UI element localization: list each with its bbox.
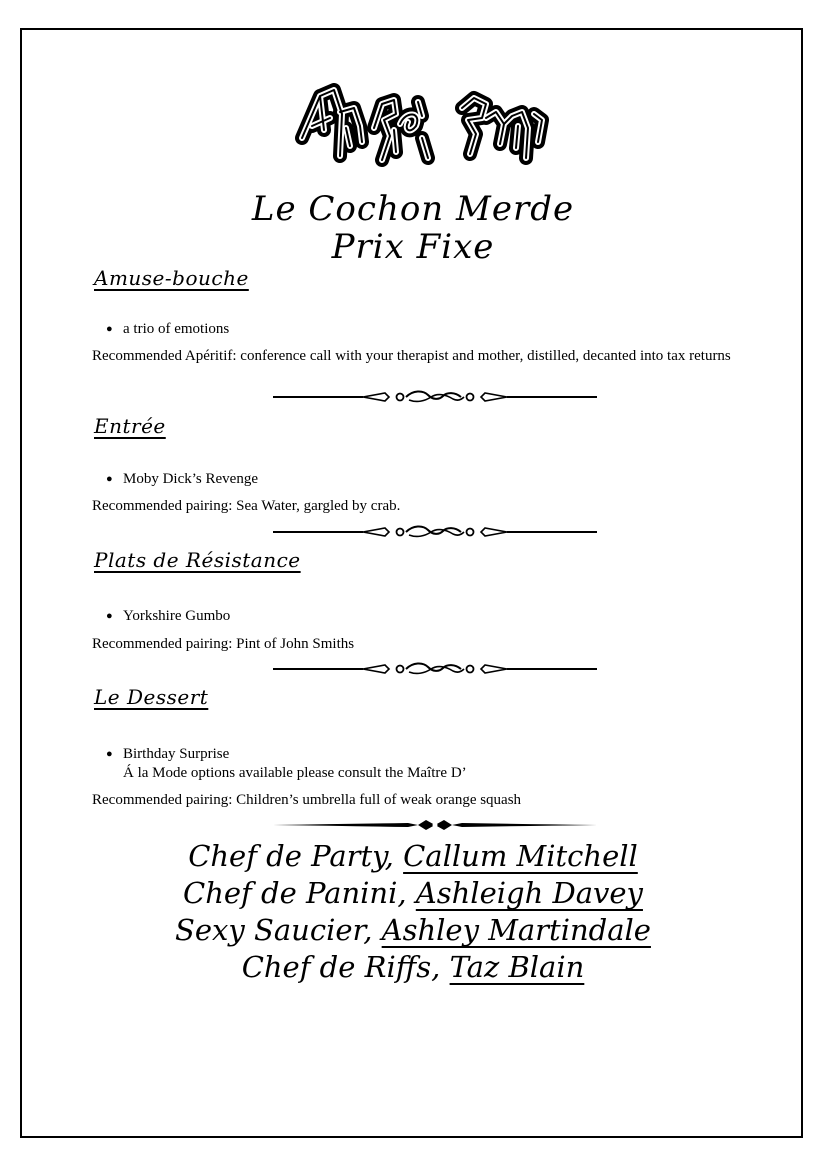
credit-name: Ashley Martindale [381,913,651,947]
menu-subtitle: Prix Fixe [331,227,495,267]
credit-name: Callum Mitchell [403,839,638,873]
bullet-icon: ● [106,610,113,622]
credit-line [0,875,826,912]
credit-line [0,838,826,875]
ornament-divider [273,525,597,539]
menu-item-text: a trio of emotions [123,321,230,337]
menu-item-text: Yorkshire Gumbo [123,608,231,624]
ornament-divider [273,662,597,676]
list-item [106,607,230,626]
section-heading-plats-de-resistance: Plats de Résistance [94,548,301,572]
credit-role: Chef de Panini, [183,876,407,910]
credit-line [0,949,826,986]
pairing-text: Recommended pairing: Pint of John Smiths [92,636,355,652]
band-logo [290,68,560,178]
pairing-text: Recommended Apéritif: conference call with your therapist and mother, distilled, decanted into tax returns [92,348,731,364]
section-heading-le-dessert: Le Dessert [94,685,209,709]
credit-name: Ashleigh Davey [415,876,643,910]
credit-line [0,912,826,949]
credit-role: Chef de Party, [188,839,394,873]
pairing-text: Recommended pairing: Sea Water, gargled by crab. [92,498,401,514]
ornament-divider-end [273,818,597,832]
menu-item-text: Moby Dick’s Revenge [123,471,258,487]
section-heading-amuse-bouche: Amuse-bouche [94,266,249,290]
list-item [106,470,258,489]
chef-credits [0,838,826,986]
bullet-icon: ● [106,473,113,485]
ornament-divider [273,390,597,404]
menu-item-note: Á la Mode options available please consult the Maître D’ [123,765,467,781]
section-heading-entree: Entrée [94,414,166,438]
bullet-icon: ● [106,323,113,335]
credit-role: Chef de Riffs, [241,950,441,984]
restaurant-name: Le Cochon Merde [251,189,575,229]
bullet-icon: ● [106,748,113,760]
list-item [106,320,229,339]
menu-item-text: Birthday Surprise [123,746,230,762]
pairing-text: Recommended pairing: Children’s umbrella full of weak orange squash [92,792,522,808]
credit-role: Sexy Saucier, [175,913,373,947]
credit-name: Taz Blain [449,950,585,984]
list-item [106,745,467,783]
